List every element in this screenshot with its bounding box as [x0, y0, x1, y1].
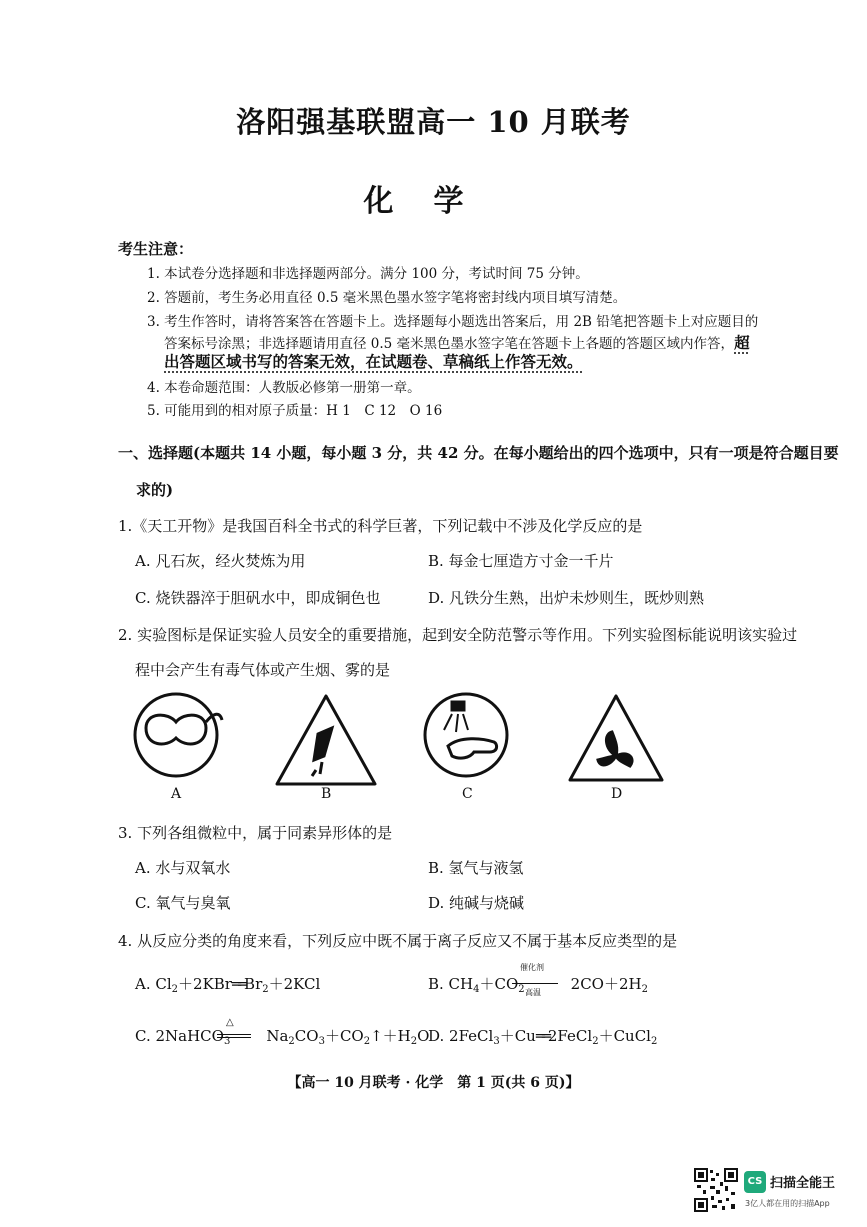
q3-stem: 3. 下列各组微粒中，属于同素异形体的是 — [118, 824, 393, 842]
q1-stem: 1.《天工开物》是我国百科全书式的科学巨著，下列记载中不涉及化学反应的是 — [118, 517, 643, 535]
q1-option-a: A. 凡石灰，经火焚炼为用 — [135, 552, 306, 570]
subject-title: 化学 — [363, 184, 504, 219]
notice-heading: 考生注意： — [118, 240, 194, 258]
q3-option-c: C. 氧气与臭氧 — [135, 894, 231, 912]
q2-label-a: A — [171, 786, 182, 802]
q4-option-b: B. $CH_4+CO_2$ $2CO+2H_2$ — [428, 975, 648, 995]
q3-option-a: A. 水与双氧水 — [135, 859, 231, 877]
qr-code-icon — [694, 1168, 738, 1212]
q1-option-d: D. 凡铁分生熟，出炉未炒则生，既炒则熟 — [428, 589, 705, 607]
exam-title: 洛阳强基联盟高一 10 月联考 — [236, 105, 631, 139]
notice-item-3: 3. 考生作答时，请将答案答在答题卡上。选择题每小题选出答案后，用 2B 铅笔把答题卡上对应题目的 — [147, 314, 759, 330]
q1-option-c: C. 烧铁器淬于胆矾水中，即成铜色也 — [135, 589, 381, 607]
q4-option-c: C. 2NaHCO$_3$ $Na_2CO_3+CO_2↑+H_2O$ — [135, 1027, 430, 1047]
q4-c-condition-top: △ — [226, 1017, 234, 1028]
notice-item-2: 2. 答题前，考生务必用直径 0.5 毫米黑色墨水签字笔将密封线内项目填写清楚。 — [147, 290, 627, 306]
wash-hands-icon — [425, 694, 507, 776]
q2-label-d: D — [611, 786, 623, 802]
notice-item-3-line3: 出答题区域书写的答案无效，在试题卷、草稿纸上作答无效。 — [164, 353, 583, 371]
q1-option-b: B. 每金七厘造方寸金一千片 — [428, 552, 614, 570]
q4-c-arrow-line-2 — [217, 1037, 251, 1038]
notice-item-4: 4. 本卷命题范围：人教版必修第一册第一章。 — [147, 380, 421, 396]
notice-item-3-bold-tail: 超 — [734, 334, 750, 352]
q4-b-condition-top: 催化剂 — [520, 963, 544, 972]
q4-stem: 4. 从反应分类的角度来看，下列反应中既不属于离子反应又不属于基本反应类型的是 — [118, 932, 678, 950]
notice-item-5: 5. 可能用到的相对原子质量：H 1 C 12 O 16 — [147, 403, 443, 419]
notice-item-1: 1. 本试卷分选择题和非选择题两部分。满分 100 分，考试时间 75 分钟。 — [147, 266, 589, 282]
q2-label-b: B — [321, 786, 332, 802]
goggles-icon — [135, 694, 222, 776]
page-footer: 【高一 10 月联考 · 化学 第 1 页(共 6 页)】 — [287, 1075, 580, 1091]
q4-option-d: D. 2FeCl$_3$＋Cu══2FeCl$_2$＋CuCl$_2$ — [428, 1027, 658, 1047]
corrosive-icon — [277, 696, 375, 784]
section-heading-line1: 一、选择题(本题共 14 小题，每小题 3 分，共 42 分。在每小题给出的四个选项中，只有一项是符合题目要 — [118, 444, 839, 462]
camscanner-logo: CS — [744, 1171, 766, 1193]
q4-option-a: A. $Cl_2+2KBr══Br_2+2KCl$ — [135, 975, 321, 995]
section-heading-line2: 求的) — [136, 481, 174, 499]
q3-option-b: B. 氢气与液氢 — [428, 859, 524, 877]
q4-c-arrow-line-1 — [217, 1034, 251, 1035]
notice-item-3-line2-text: 答案标号涂黑；非选择题请用直径 0.5 毫米黑色墨水签字笔在答题卡上各题的答题区域内作答， — [164, 336, 735, 352]
q2-stem-line1: 2. 实验图标是保证实验人员安全的重要措施，起到安全防范警示等作用。下列实验图标能说明该实验过 — [118, 626, 798, 644]
q4-b-arrow-line — [512, 983, 558, 984]
camscanner-name: 扫描全能王 — [770, 1176, 836, 1191]
q2-label-c: C — [462, 786, 473, 802]
ventilation-fan-icon — [570, 696, 662, 780]
q2-icon-row — [0, 690, 867, 800]
q2-stem-line2: 程中会产生有毒气体或产生烟、雾的是 — [135, 661, 391, 679]
q4-b-condition-bottom: 高温 — [525, 988, 541, 997]
camscanner-slogan: 3亿人都在用的扫描App — [745, 1199, 830, 1208]
q3-option-d: D. 纯碱与烧碱 — [428, 894, 525, 912]
